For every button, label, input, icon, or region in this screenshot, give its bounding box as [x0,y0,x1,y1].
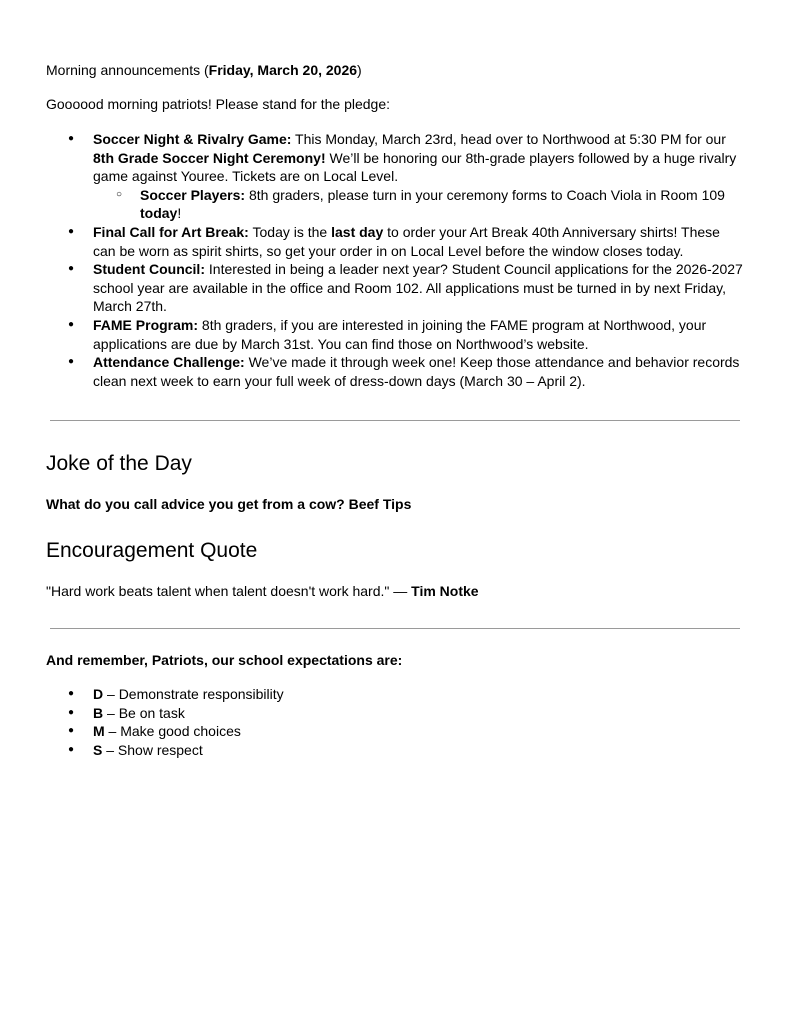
divider [50,420,740,421]
announcement-list [46,130,746,390]
announcements-header [46,61,746,80]
quote-author: Tim Notke [411,583,479,599]
header-prefix: Morning announcements ( [46,62,209,78]
list-item: ● Final Call for Art Break: Today is the last day to order your Art Break 40th Anniversary shirts! These can be worn as spirit shirts, so get your order in on Local Level before the window closes today. [46,223,746,260]
expectations-list [46,685,746,759]
list-item: ● Attendance Challenge: We’ve made it through week one! Keep those attendance and behavior records clean next week to earn your full week of dress-down days (March 30 – April 2). [46,353,746,390]
list-item: ● Student Council: Interested in being a leader next year? Student Council applications for the 2026-2027 school year are available in the office and Room 102. All applications must be turned in by next Friday, March 27th. [46,260,746,316]
list-item: ● D – Demonstrate responsibility [46,685,746,704]
quote-text: "Hard work beats talent when talent doesn't work hard." — Tim Notke [46,583,479,599]
sub-list-item: ○ Soccer Players: 8th graders, please turn in your ceremony forms to Coach Viola in Room 109 today! [46,186,746,223]
divider [50,628,740,629]
list-item: ● M – Make good choices [46,722,746,741]
quote-heading: Encouragement Quote [46,539,258,562]
list-item: ● Soccer Night & Rivalry Game: This Monday, March 23rd, head over to Northwood at 5:30 PM for our 8th Grade Soccer Night Ceremony! We’ll be honoring our 8th-grade players followed by a huge rivalry game against Youree. Tickets are on Local Level. [46,130,746,186]
joke-heading: Joke of the Day [46,452,192,475]
list-item: ● FAME Program: 8th graders, if you are interested in joining the FAME program at Northwood, your applications are due by March 31st. You can find those on Northwood’s website. [46,316,746,353]
greeting: Goooood morning patriots! Please stand for the pledge: [46,96,390,112]
header-suffix: ) [357,62,362,78]
list-item: ● S – Show respect [46,741,746,760]
list-item: ● B – Be on task [46,704,746,723]
joke-text: What do you call advice you get from a cow? Beef Tips [46,496,412,512]
expectations-intro: And remember, Patriots, our school expectations are: [46,652,403,668]
header-date: Friday, March 20, 2026 [208,62,358,78]
